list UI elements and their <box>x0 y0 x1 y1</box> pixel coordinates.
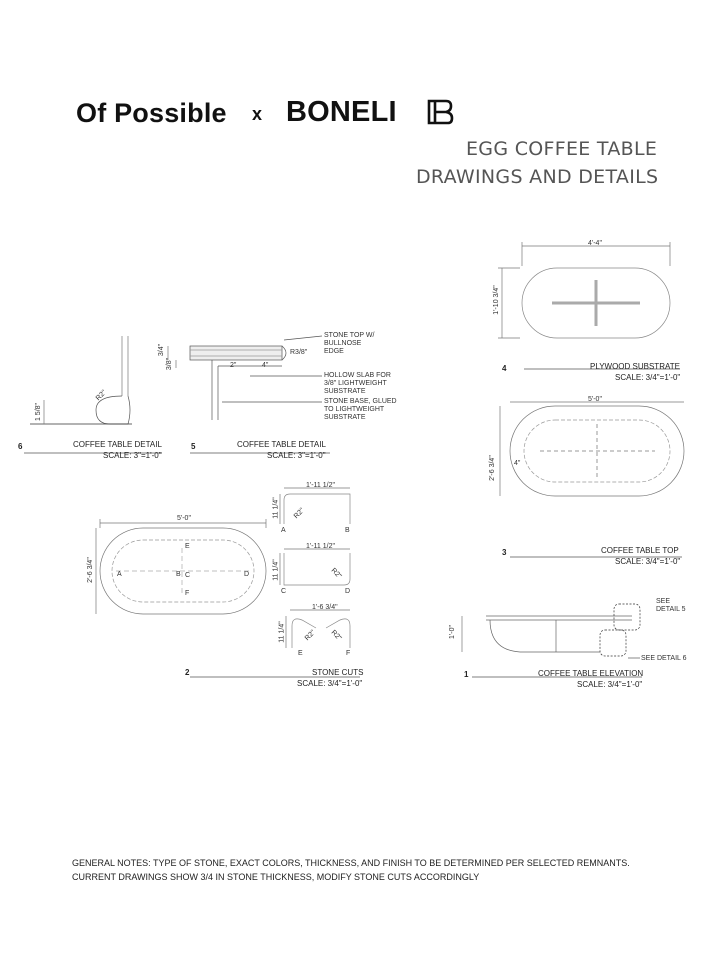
d5-note-stone-base: STONE BASE, GLUED <box>324 398 397 405</box>
d4-number: 4 <box>502 364 507 373</box>
d5-note-substrate-2: SUBSTRATE <box>324 414 366 421</box>
d1-see-detail-5: DETAIL 5 <box>656 606 686 613</box>
d2-title: STONE CUTS <box>312 668 364 677</box>
d2-cut3-e: E <box>298 650 303 657</box>
d5-note-lightweight: 3/8" LIGHTWEIGHT <box>324 380 387 387</box>
brand-separator: x <box>252 104 263 124</box>
d6-scale: SCALE: 3"=1'-0" <box>103 451 162 460</box>
d2-scale: SCALE: 3/4"=1'-0" <box>297 679 363 688</box>
d5-note-substrate: SUBSTRATE <box>324 388 366 395</box>
d2-height: 2'-6 3/4" <box>86 557 94 583</box>
d2-cut1-a: A <box>281 527 286 534</box>
d4-scale: SCALE: 3/4"=1'-0" <box>615 373 681 382</box>
general-notes-line-2: CURRENT DRAWINGS SHOW 3/4 IN STONE THICKNESS, MODIFY STONE CUTS ACCORDINGLY <box>72 872 480 882</box>
d5-scale: SCALE: 3"=1'-0" <box>267 451 326 460</box>
d5-note-hollow-slab: HOLLOW SLAB FOR <box>324 372 391 379</box>
d2-cut2-radius: R2" <box>329 567 343 581</box>
d2-number: 2 <box>185 668 190 677</box>
d2-cut3-radius-right: R2" <box>329 629 343 643</box>
d5-radius: R3/8" <box>290 349 308 356</box>
d5-dim-2in: 2" <box>230 362 237 369</box>
d3-width: 5'-0" <box>588 396 602 403</box>
d2-point-f: F <box>185 590 190 597</box>
d2-cut3-radius-left: R2" <box>303 629 317 643</box>
d2-point-e: E <box>185 543 190 550</box>
title-line-2: DRAWINGS AND DETAILS <box>416 166 659 188</box>
d4-title: PLYWOOD SUBSTRATE <box>590 362 680 371</box>
d2-cut2-height: 11 1/4" <box>272 559 280 581</box>
d1-title: COFFEE TABLE ELEVATION <box>538 669 644 678</box>
d2-cut1-radius: R2" <box>292 507 306 521</box>
d5-note-to-lightweight: TO LIGHTWEIGHT <box>324 406 385 413</box>
d3-title: COFFEE TABLE TOP <box>601 546 679 555</box>
coffee-table-elevation-drawing <box>462 604 642 677</box>
d4-height: 1'-10 3/4" <box>492 285 500 315</box>
d3-height: 2'-6 3/4" <box>488 455 496 481</box>
d6-height: 1 5/8" <box>35 402 43 422</box>
d1-height: 1'-0" <box>448 625 456 639</box>
d4-width: 4'-4" <box>588 240 602 247</box>
d3-number: 3 <box>502 548 507 557</box>
d2-point-b: B <box>176 571 181 578</box>
d1-see: SEE <box>656 598 671 605</box>
d5-note-stone-top: STONE TOP W/ <box>324 332 375 339</box>
plywood-substrate-drawing <box>498 242 680 369</box>
d1-scale: SCALE: 3/4"=1'-0" <box>577 680 643 689</box>
d2-cut3-f: F <box>346 650 351 657</box>
d6-title: COFFEE TABLE DETAIL <box>73 440 162 449</box>
d2-cut3-width: 1'-6 3/4" <box>312 604 338 611</box>
d1-number: 1 <box>464 670 469 679</box>
d2-cut2-width: 1'-11 1/2" <box>306 543 335 550</box>
d5-note-edge: EDGE <box>324 348 344 355</box>
stone-cuts-drawing <box>96 488 360 677</box>
d2-cut3-height: 11 1/4" <box>278 621 286 643</box>
d5-title: COFFEE TABLE DETAIL <box>237 440 326 449</box>
d2-point-d: D <box>244 571 250 578</box>
d2-cut2-d: D <box>345 588 351 595</box>
brand-boneli: BONELI <box>286 96 397 128</box>
section-detail-6-drawing <box>24 336 162 453</box>
d5-dim-substrate: 3/8" <box>166 357 174 371</box>
d2-cut1-b: B <box>345 527 350 534</box>
d6-number: 6 <box>18 442 23 451</box>
d2-point-a: A <box>117 571 122 578</box>
d2-width: 5'-0" <box>177 515 191 522</box>
d3-offset: 4" <box>514 460 521 467</box>
d5-dim-4in: 4" <box>262 362 269 369</box>
d2-point-c: C <box>185 572 191 579</box>
d2-cut1-height: 11 1/4" <box>272 497 280 519</box>
d5-dim-thickness: 3/4" <box>158 343 166 357</box>
coffee-table-top-drawing <box>500 402 684 557</box>
boneli-b-icon <box>426 98 454 126</box>
general-notes-line-1: GENERAL NOTES: TYPE OF STONE, EXACT COLORS, THICKNESS, AND FINISH TO BE DETERMINED PER SELECTED REMNANTS. <box>72 858 630 868</box>
brand-of-possible: Of Possible <box>76 98 227 128</box>
title-line-1: EGG COFFEE TABLE <box>466 138 658 160</box>
d1-see-detail-6: SEE DETAIL 6 <box>641 655 687 662</box>
d5-number: 5 <box>191 442 196 451</box>
d2-cut1-width: 1'-11 1/2" <box>306 482 335 489</box>
d2-cut2-c: C <box>281 588 287 595</box>
d5-note-bullnose: BULLNOSE <box>324 340 362 347</box>
d6-radius: R2" <box>94 389 108 403</box>
d3-scale: SCALE: 3/4"=1'-0" <box>615 557 681 566</box>
